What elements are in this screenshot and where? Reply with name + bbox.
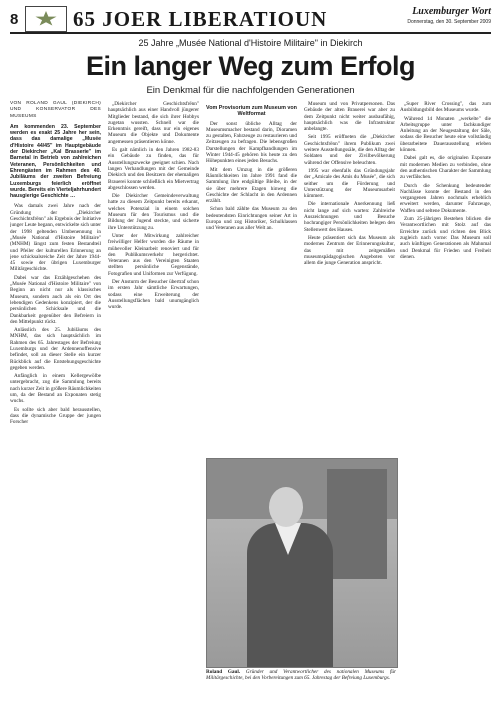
paragraph: Heute präsentiert sich das Museum als modernes Zentrum der Erinnerungskultur, das mit zeitgemäßen museumspädagogischen Angeboten vor allem die junge Generation anspricht. bbox=[304, 234, 395, 267]
paragraph: Dabei galt es, die originalen Exponate mit modernen Medien zu verbinden, ohne den authentischen Charakter der Sammlung zu verfälschen. bbox=[400, 155, 491, 181]
article-column-2 bbox=[108, 101, 199, 711]
article-byline: VON ROLAND GAUL (DIEKIRCH) UND KONSERVATOR DES MUSEUMS bbox=[10, 101, 101, 119]
photo-caption bbox=[206, 669, 396, 682]
paragraph: Es galt nämlich in den Jahren 1982-83 ein Gebäude zu finden, das für Ausstellungszwecke geeignet schien. Nach langen Verhandlungen mit der Gemeinde Diekirch und den Besitzern der ehemaligen Brauerei konnte schließlich ein Mietvertrag abgeschlossen werden. bbox=[108, 147, 199, 191]
photo-caption-name: Roland Gaul. bbox=[206, 669, 241, 675]
paragraph: Durch die Schenkung bedeutender Nachlässe konnte der Bestand in den vergangenen Jahren nochmals erheblich erweitert werden, darunter Fahrzeuge, Waffen und seltene Dokumente. bbox=[400, 182, 491, 214]
paragraph: 1995 war ebenfalls das Gründungsjahr der „Amicale des Amis du Musée", die sich seither um die Förderung und Unterstützung der Museumsarbeit kümmert. bbox=[304, 167, 395, 200]
article-headline: Ein langer Weg zum Erfolg bbox=[85, 51, 416, 81]
liberation-logo bbox=[25, 6, 67, 32]
photo-display-case bbox=[327, 469, 387, 579]
article-deck: Ein Denkmal für die nachfolgenden Generationen bbox=[146, 85, 355, 96]
star-icon bbox=[35, 11, 57, 27]
paragraph: Museum und von Privatpersonen. Das Gebäude der alten Brauerei war aber zu dem Zeitpunkt nicht weiter ausbaufähig, hauptsächlich was die Infrastruktur anbelangte. bbox=[304, 101, 395, 133]
paragraph: Zum 25-jährigen Bestehen blicken die Verantwortlichen mit Stolz auf das Erreichte zurück und richten den Blick zugleich nach vorne: Das Museum soll auch künftigen Generationen als Mahnmal und Denkmal für Frieden und Freiheit dienen. bbox=[400, 216, 491, 260]
paragraph: Seit 1995 eröffneten die „Diekircher Geschichtsfrënn" ihrem Publikum zwei weitere Ausstellungssäle, die den Alltag der Soldaten und der Zivilbevölkerung während der Offensive beleuchten. bbox=[304, 134, 395, 166]
paragraph: „Diekircher Geschichtsfrënn" hauptsächlich aus einer Handvoll jüngerer Mitglieder bestand, die sich ihrer Hobbys zugetan wussten. Schnell war die Erkenntnis gereift, dass nur ein eigenes Museum die Objekte und Dokumente angemessen präsentieren könne. bbox=[108, 101, 199, 145]
section-subhead: Vom Provisorium zum Museum von Weltformat bbox=[206, 105, 297, 118]
paragraph: Der Ansturm der Besucher übertraf schon im ersten Jahr sämtliche Erwartungen, sodass eine Erweiterung der Ausstellungsflächen bald unumgänglich wurde. bbox=[108, 279, 199, 311]
paragraph: Während 14 Monaten „werkelte" die Arbeitsgruppe unter fachkundiger Anleitung an der Neugestaltung der Säle, sodass die Besucher heute eine vollständig überarbeitete Dauerausstellung erleben können. bbox=[400, 115, 491, 154]
paragraph: Die Diekircher Gemeindeverwaltung hatte zu diesem Zeitpunkt bereits erkannt, welches Potenzial in einem solchen Museum für den Tourismus und die Bildung der Jugend steckte, und sicherte ihre Unterstützung zu. bbox=[108, 193, 199, 231]
article-lead: Am kommenden 23. September werden es exakt 25 Jahre her sein, dass das damalige „Musée d'Histoire 44/45" im Hauptgebäude der Diekircher „Kal Brasserie" im Barnetal in Betrieb von zahlreichen Veteranen, Persönlichkeiten und Ehrengästen im Rahmen des 40. Jubiläums der zweiten Befreiung Luxemburgs feierlich eröffnet wurde. Bereits ein Vierteljahrhundert hausgierige Geschichte … bbox=[10, 123, 101, 200]
photo-person-head bbox=[269, 487, 303, 527]
paragraph: Anlässlich des 25. Jubiläums des MNHM, das sich hauptsächlich im Rahmen des 65. Jahrestages der Befreiung Luxemburgs und der Ardennenoffensive befindet, soll an dieser Stelle ein kurzer Rückblick auf die Entstehungsgeschichte gegeben werden. bbox=[10, 327, 101, 371]
masthead-name: Luxemburger Wort bbox=[412, 6, 491, 17]
article-column-5 bbox=[400, 101, 491, 711]
portrait-photo bbox=[206, 458, 398, 668]
photo-caption-text: Gründer und Verantwortlicher des nationalen Museums für Militärgeschichte, bei den Vorbereitungen zum 65. Jahrestag der Befreiung Luxemburgs. bbox=[206, 669, 397, 682]
banner-title: 65 JOER LIBERATIOUN bbox=[73, 6, 328, 31]
article-column-1 bbox=[10, 101, 101, 711]
paragraph: „Super River Crossing", das zum Ausbildungsbild des Museums wurde. bbox=[400, 101, 491, 114]
issue-date: Donnerstag, den 30. September 2009 bbox=[407, 19, 491, 25]
article-column-4 bbox=[304, 101, 395, 453]
paragraph: Es sollte sich aber bald herausstellen, dass die dynamische Gruppe der jungen Forscher bbox=[10, 406, 101, 426]
article-column-3 bbox=[206, 101, 297, 453]
page-number: 8 bbox=[10, 10, 19, 28]
paragraph: Schon bald zählte das Museum zu den bedeutendsten Einrichtungen seiner Art in Europa und zog Historiker, Schulklassen und Veteranen aus aller Welt an. bbox=[206, 206, 297, 232]
paragraph: Die internationale Anerkennung ließ nicht lange auf sich warten: Zahlreiche Auszeichnungen und Besuche hochrangiger Persönlichkeiten belegen den Stellenwert des Hauses. bbox=[304, 201, 395, 233]
paragraph: Was damals zwei Jahre nach der Gründung der „Diekircher Geschichtsfrënn" als Ergebnis der Initiative junger Leute begann, entwickelte sich unter der 1998 geltenden Umbenennung in „Musée National d'Histoire Militaire" (MNHM) längst zum festen Bestandteil und Pfeiler der kulturellen Erinnerung an jene schicksalsreiche Zeit der Jahre 1944-45 sowie der übrigen Luxemburger Militärgeschichte. bbox=[10, 203, 101, 273]
paragraph: Der sonst übliche Alltag der Museumsmacher bestand darin, Dioramen zu gestalten, Fahrzeuge zu restaurieren und Zeitzeugen zu befragen. Die lebensgroßen Darstellungen der Kampfhandlungen im Winter 1944-45 gehören bis heute zu den Höhepunkten eines jeden Besuchs. bbox=[206, 120, 297, 165]
paragraph: Unter der Mitwirkung zahlreicher freiwilliger Helfer wurden die Räume in mühevoller Kleinarbeit renoviert und für den Publikumsverkehr hergerichtet. Veteranen aus den Vereinigten Staaten stellten persönliche Gegenstände, Fotografien und Uniformen zur Verfügung. bbox=[108, 232, 199, 277]
paragraph: Anfänglich in einem Kellergewölbe untergebracht, zog die Sammlung bereits nach kurzer Zeit in größere Räumlichkeiten um, da der Bestand an Exponaten stetig wuchs. bbox=[10, 373, 101, 405]
newspaper-page bbox=[10, 6, 491, 714]
article-subtitle: 25 Jahre „Musée National d'Histoire Militaire" in Diekirch bbox=[138, 38, 363, 48]
masthead bbox=[407, 6, 491, 25]
paragraph: Dabei war das Erzählgeschehen des „Musée National d'Histoire Militaire" von Beginn an nicht nur als klassisches Museum, sondern auch als ein Ort des lebendigen Gedenkens konzipiert, der die persönlichen Schicksale und die Dankbarkeit gegenüber den Befreiern in den Mittelpunkt rückt. bbox=[10, 274, 101, 325]
paragraph: Mit dem Umzug in die größeren Räumlichkeiten im Jahre 1991 fand die Sammlung ihre endgültige Bleibe, in der sie über mehrere Etagen hinweg die Geschichte der Schlacht in den Ardennen erzählt. bbox=[206, 166, 297, 205]
